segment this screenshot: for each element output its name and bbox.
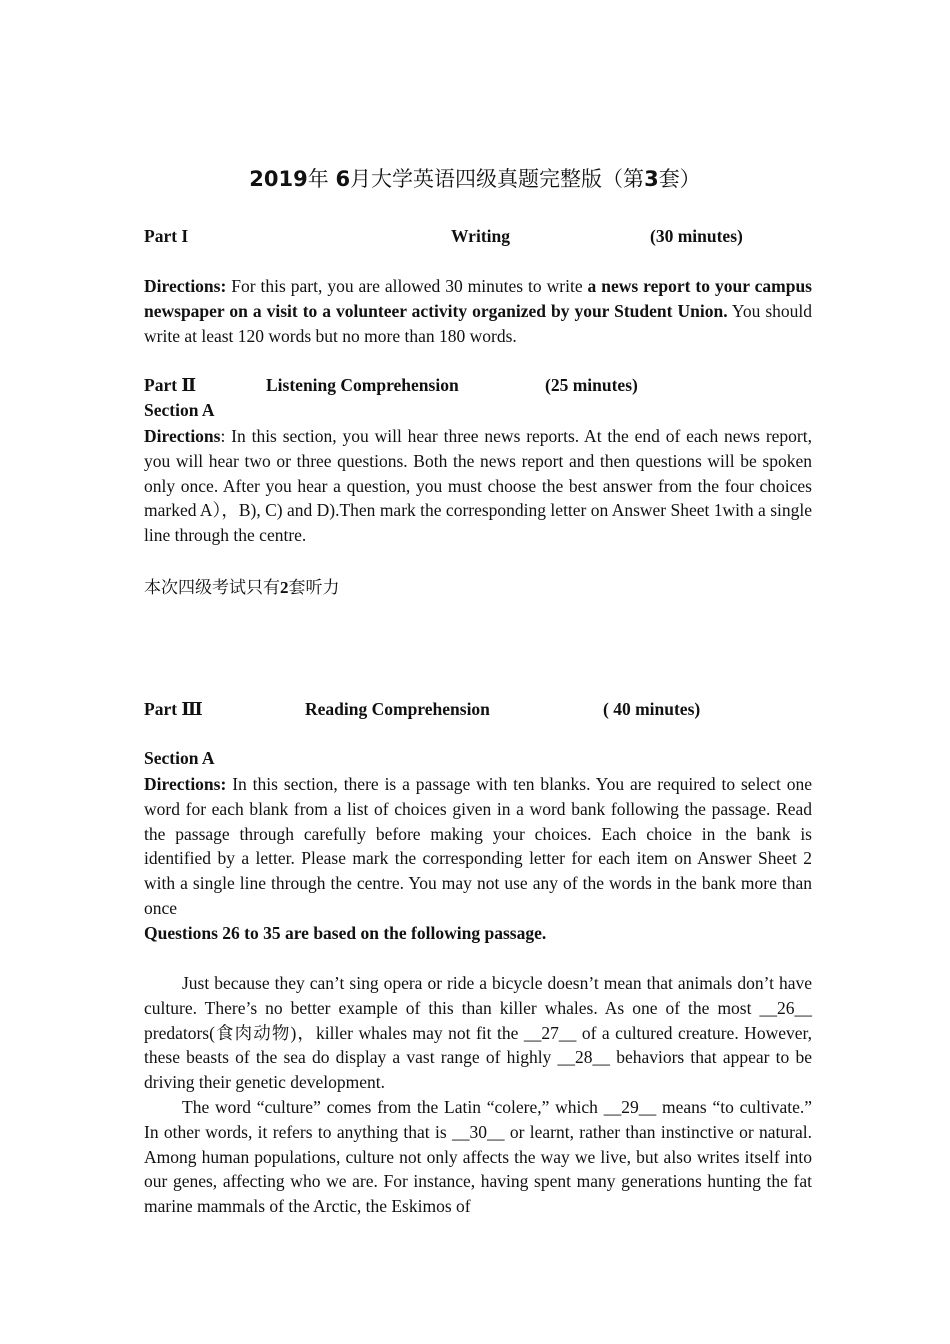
title-month: 6 [335, 167, 351, 191]
part1-directions [144, 274, 812, 348]
document-title [0, 163, 950, 193]
directions-lead: Directions: [144, 774, 227, 794]
part3-section: Section A [144, 748, 215, 768]
title-text: 月大学英语四级真题完整版（第 [350, 167, 645, 191]
title-set-number: 3 [644, 167, 659, 191]
part1-label: Part I [144, 226, 189, 246]
part3-directions [144, 772, 812, 921]
title-year: 2019 [249, 167, 308, 191]
part2-time: (25 minutes) [545, 375, 638, 395]
directions-text: In this section, there is a passage with ten blanks. You are required to select one word for each blank from a list of choices given in a word bank following the passage. Read the passage through carefully before making your choices. Each choice in the bank is identified by a letter. Please mark the corresponding letter for each item on Answer Sheet 2 with a single line through the centre. You may not use any of the words in the bank more than once [144, 774, 812, 918]
title-year-char: 年 [307, 167, 329, 191]
part3-label: Part Ⅲ [144, 699, 203, 719]
writing-task: a news report to your campus newspaper on a visit to a volunteer activity organized by your Student Union. [144, 276, 812, 321]
part2-name: Listening Comprehension [266, 375, 459, 395]
passage-paragraph-2: The word “culture” comes from the Latin “colere,” which __29__ means “to cultivate.” In other words, it refers to anything that is __30__ or learnt, rather than instinctive or natural. Among human populations, culture not only affects the way we live, but also writes itself into our genes, affecting who we are. For instance, having spent many generations hunting the fat marine mammals of the Arctic, the Eskimos of [144, 1097, 812, 1217]
directions-lead: Directions: [144, 276, 227, 296]
part2-directions [144, 424, 812, 548]
directions-lead: Directions [144, 426, 221, 446]
directions-text-end: You should write at least 120 words but no more than 180 words. [144, 300, 812, 346]
part1-time: (30 minutes) [650, 226, 743, 246]
note-text-end: 套听力 [288, 578, 340, 598]
part3-name: Reading Comprehension [305, 699, 490, 719]
note-text: 本次四级考试只有 [144, 578, 280, 598]
directions-text: : In this section, you will hear three news reports. At the end of each news report, you will hear two or three questions. Both the news report and then questions will be spoken only once. After you hear a question, you must choose the best answer from the four choices marked A），B), C) and D).Then mark the corresponding letter on Answer Sheet 1with a single line through the centre. [144, 426, 812, 546]
directions-text: For this part, you are allowed 30 minutes to write [226, 276, 588, 296]
note-number: 2 [280, 578, 289, 597]
part2-section: Section A [144, 400, 215, 420]
listening-note [144, 573, 340, 598]
part2-label: Part Ⅱ [144, 375, 197, 395]
passage-paragraph-1: Just because they can’t sing opera or ride a bicycle doesn’t mean that animals don’t have culture. There’s no better example of this than killer whales. As one of the most __26__ predators(食肉动物)，killer whales may not fit the __27__ of a cultured creature. However, these beasts of the sea do display a vast range of highly __28__ behaviors that appear to be driving their genetic development. [144, 973, 812, 1093]
part3-time: ( 40 minutes) [603, 699, 701, 719]
title-end: 套） [658, 167, 701, 191]
part1-name: Writing [451, 226, 510, 246]
questions-heading: Questions 26 to 35 are based on the following passage. [144, 923, 547, 943]
